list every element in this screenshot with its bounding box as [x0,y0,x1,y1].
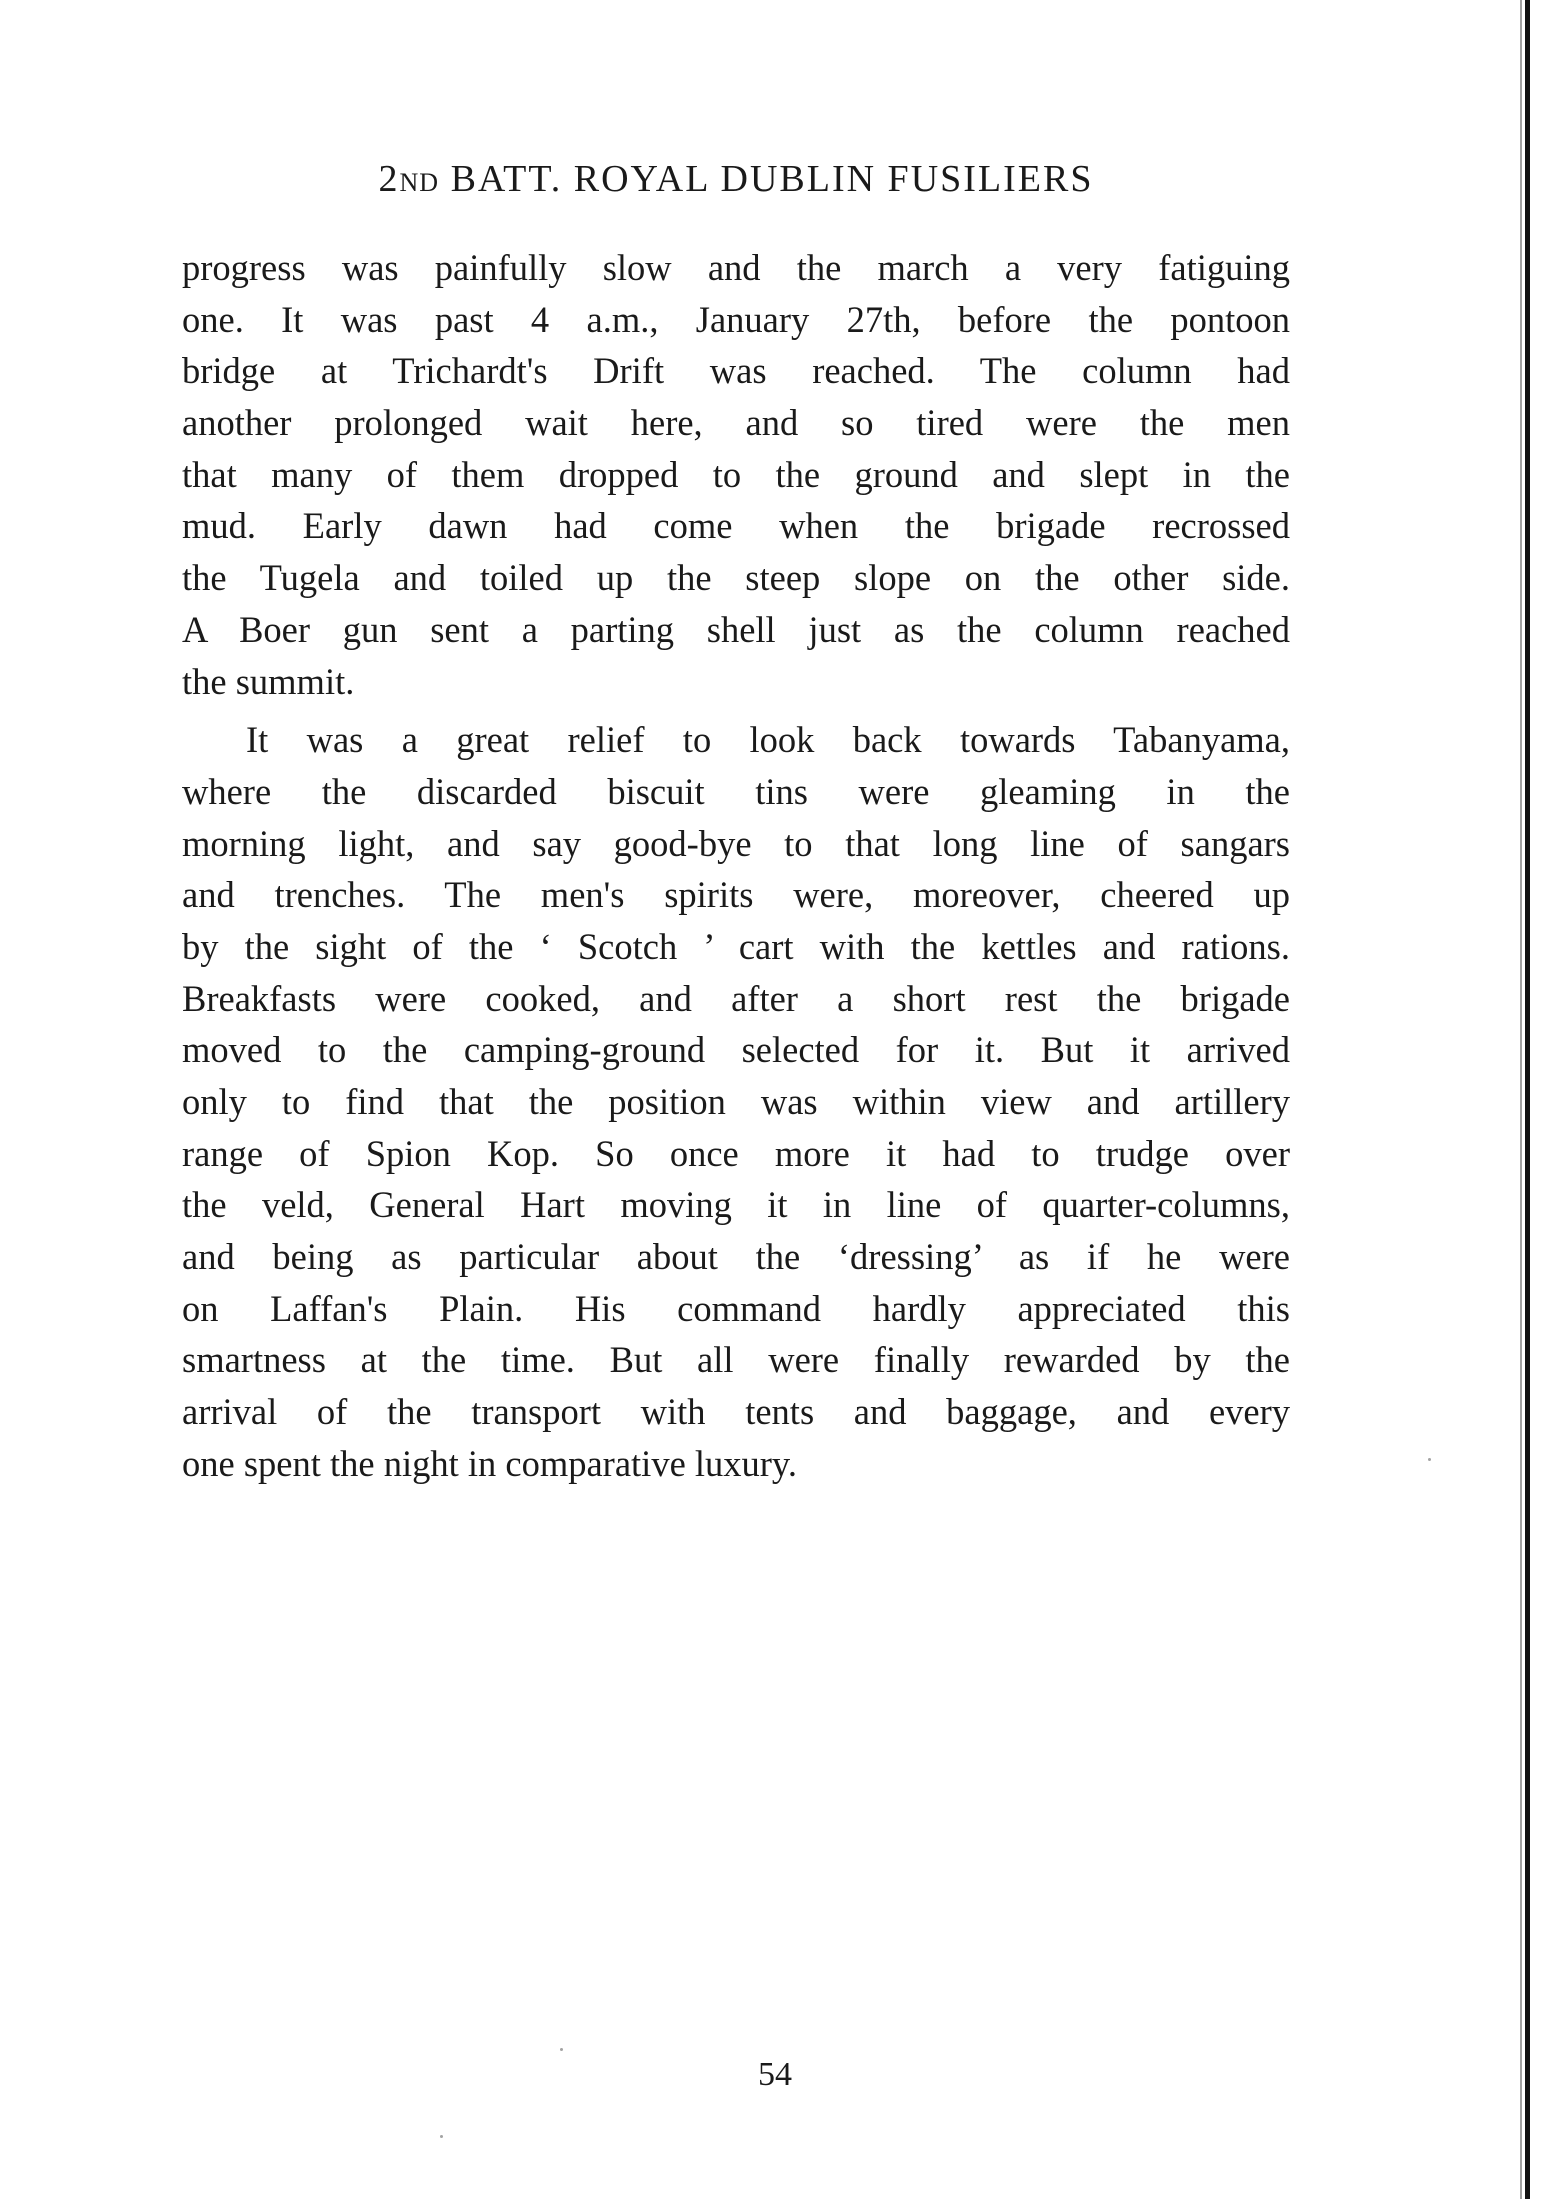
running-head-ordinal-suffix: ND [399,168,440,197]
text-line: mud. Early dawn had come when the brigade recrossed [182,505,1290,547]
text-line: by the sight of the ‘ Scotch ’ cart with the kettles and rations. [182,925,1290,967]
text-line: the summit. [182,660,355,702]
text-line: and being as particular about the ‘dressing’ as if he were [182,1236,1290,1278]
paper-speck [440,2135,443,2138]
text-line: A Boer gun sent a parting shell just as the column reached [182,608,1290,650]
text-line: arrival of the transport with tents and baggage, and every [182,1391,1290,1433]
text-line: and trenches. The men's spirits were, moreover, cheered up [182,874,1290,916]
paragraph [182,242,1290,707]
text-line: one. It was past 4 a.m., January 27th, before the pontoon [182,298,1290,340]
text-line: morning light, and say good-bye to that long line of sangars [182,822,1290,864]
text-line: range of Spion Kop. So once more it had to trudge over [182,1132,1290,1174]
paper-speck [1428,1458,1431,1461]
text-line: moved to the camping-ground selected for it. But it arrived [182,1029,1290,1071]
text-line: It was a great relief to look back towards Tabanyama, [246,719,1290,761]
text-line: only to find that the position was within view and artillery [182,1081,1290,1122]
paper-speck [560,2048,563,2051]
paragraph-gap [182,707,1290,714]
body-text [182,242,1290,1490]
text-line: that many of them dropped to the ground and slept in the [182,453,1290,495]
text-line: bridge at Trichardt's Drift was reached. The column had [182,350,1290,392]
text-line: on Laffan's Plain. His command hardly appreciated this [182,1287,1290,1329]
text-line: progress was painfully slow and the march a very fatiguing [182,247,1290,288]
binding-edge [1525,0,1530,2199]
running-head-title: BATT. ROYAL DUBLIN FUSILIERS [439,158,1094,200]
binding-shadow [1520,0,1522,2199]
paragraph [182,714,1290,1489]
page-number: 54 [758,2056,792,2093]
text-line: Breakfasts were cooked, and after a short rest the brigade [182,977,1290,1019]
running-head-ordinal: 2 [378,158,400,200]
text-line: smartness at the time. But all were finally rewarded by the [182,1339,1290,1381]
text-line: the veld, General Hart moving it in line of quarter-columns, [182,1184,1290,1226]
text-line: one spent the night in comparative luxury. [182,1442,797,1484]
running-head [186,160,1286,198]
text-line: the Tugela and toiled up the steep slope on the other side. [182,557,1290,599]
text-line: another prolonged wait here, and so tired were the men [182,402,1290,444]
text-line: where the discarded biscuit tins were gleaming in the [182,770,1290,812]
